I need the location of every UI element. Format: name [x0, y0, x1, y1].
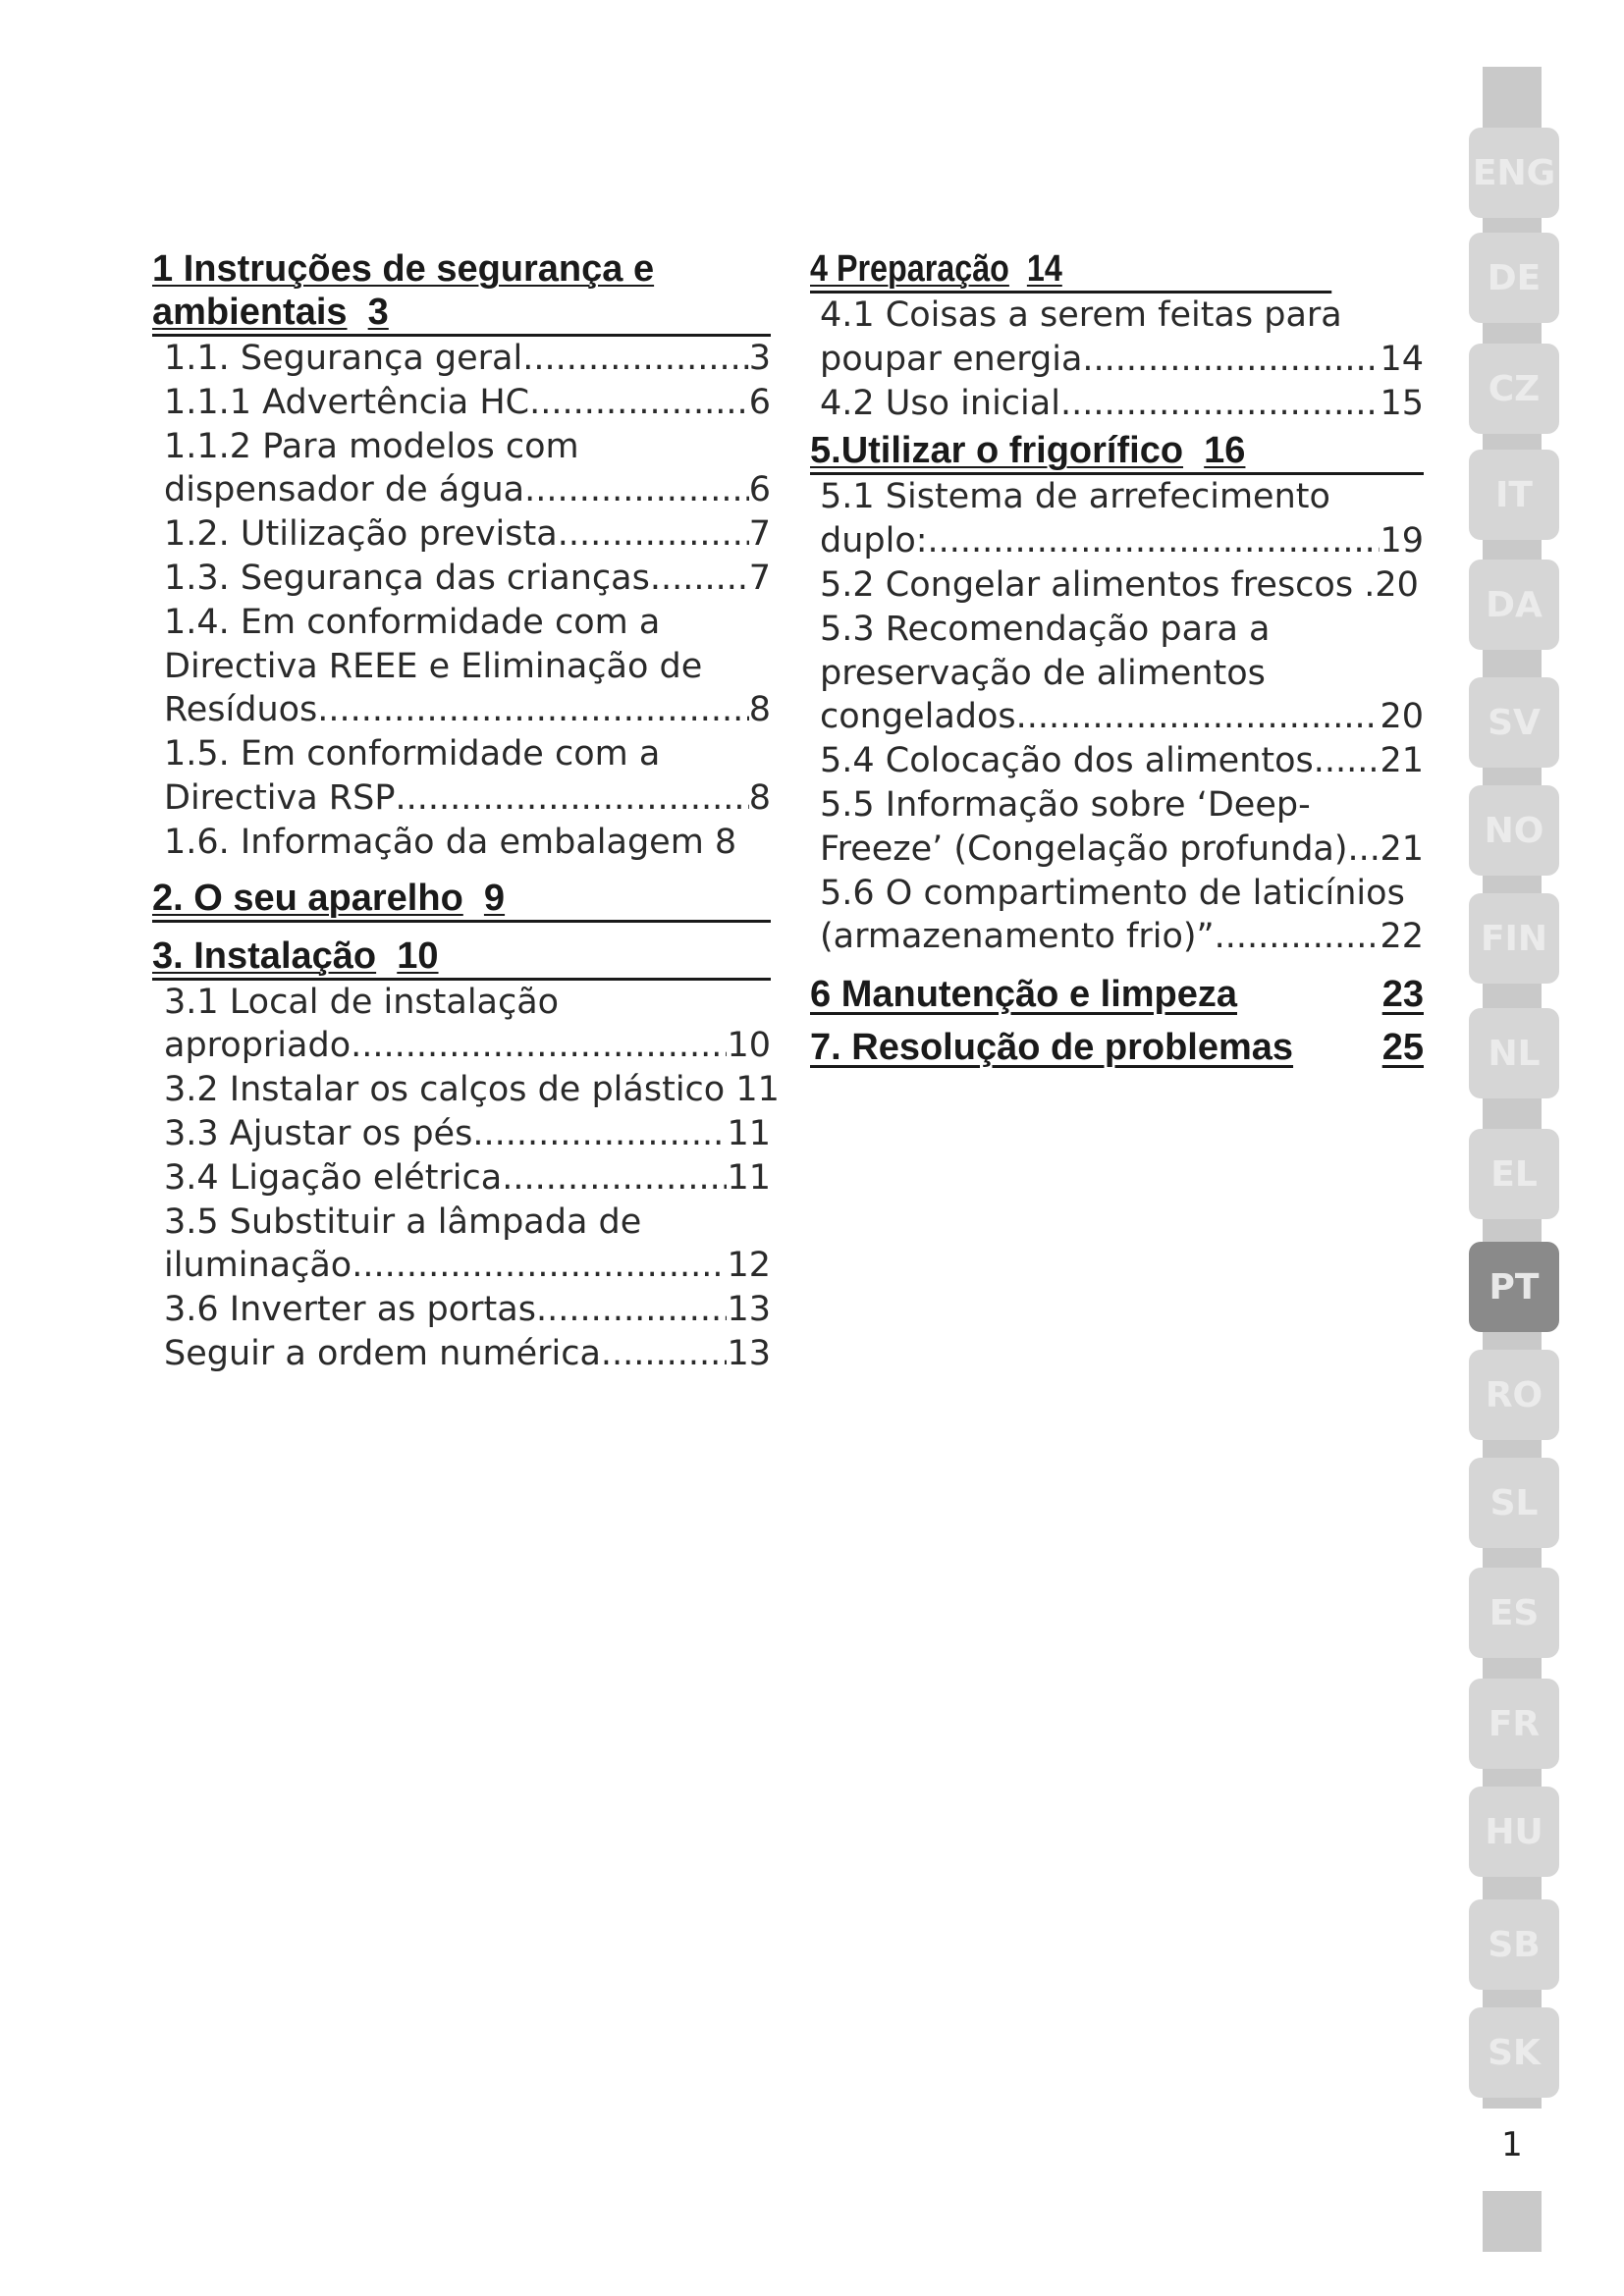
toc-entry-text: 1.6. Informação da embalagem 8 — [164, 822, 737, 862]
toc-entry[interactable] — [164, 557, 771, 601]
toc-entry[interactable] — [820, 382, 1424, 426]
toc-entry-leader — [529, 381, 749, 425]
toc-section-4-entries — [810, 294, 1424, 425]
toc-entry-leader — [351, 1024, 727, 1068]
toc-section-5-entries — [810, 475, 1424, 959]
toc-entry-leader — [558, 512, 749, 557]
toc-heading-page: 9 — [483, 877, 506, 919]
toc-entry-page: 7 — [748, 558, 771, 598]
toc-entry[interactable] — [164, 688, 771, 732]
toc-entry-leader — [472, 1112, 727, 1156]
toc-entry[interactable] — [164, 1332, 771, 1376]
toc-entry-page: 15 — [1380, 383, 1424, 423]
toc-heading-title: 5.Utilizar o frigorífico — [810, 430, 1184, 472]
toc-entry[interactable] — [820, 739, 1424, 783]
toc-entry[interactable] — [164, 337, 771, 381]
toc-heading-1[interactable] — [152, 247, 771, 291]
toc-entry-page: 19 — [1380, 521, 1424, 561]
toc-entry-text: Directiva RSP — [164, 777, 396, 818]
toc-entry-page: 11 — [727, 1157, 771, 1198]
toc-heading-page: 25 — [1381, 1027, 1424, 1069]
toc-entry[interactable] — [164, 468, 771, 512]
toc-column-left — [152, 247, 780, 1376]
toc-entry[interactable] — [820, 915, 1424, 959]
toc-entry-leader — [1082, 338, 1380, 382]
toc-heading-5[interactable] — [810, 429, 1424, 475]
language-tab-pt[interactable]: PT — [1469, 1242, 1559, 1332]
toc-entry[interactable] — [164, 1244, 771, 1288]
toc-entry-leader — [536, 1288, 728, 1332]
toc-entry-page: 14 — [1380, 339, 1424, 379]
toc-entry-text: Freeze’ (Congelação profunda) — [820, 828, 1348, 869]
toc-entry-text: dispensador de água — [164, 470, 525, 510]
toc-entry[interactable] — [164, 1112, 771, 1156]
toc-entry-page: 12 — [727, 1246, 771, 1286]
language-tab-ro[interactable]: RO — [1469, 1350, 1559, 1440]
toc-entry-text: 5.4 Colocação dos alimentos — [820, 741, 1314, 781]
toc-entry-text: 5.5 Informação sobre ‘Deep- — [820, 784, 1311, 825]
toc-entry-text: duplo: — [820, 521, 928, 561]
toc-entry[interactable] — [164, 1156, 771, 1201]
language-tab-it[interactable]: IT — [1469, 450, 1559, 540]
toc-heading-1-cont[interactable] — [152, 291, 771, 337]
toc-heading-page: 10 — [397, 934, 439, 977]
toc-entry — [820, 783, 1424, 828]
language-tab-cz[interactable]: CZ — [1469, 344, 1559, 434]
toc-entry-leader — [395, 776, 748, 821]
toc-entry-text: 4.2 Uso inicial — [820, 383, 1060, 423]
toc-entry-text: (armazenamento frio)” — [820, 917, 1215, 957]
language-tab-de[interactable]: DE — [1469, 233, 1559, 323]
toc-entry — [820, 563, 1424, 608]
toc-heading-title: 1 Instruções de segurança e — [152, 248, 655, 290]
toc-entry-text: 5.3 Recomendação para a — [820, 609, 1271, 649]
toc-entry-text: poupar energia — [820, 339, 1083, 379]
toc-heading-page: 14 — [1026, 248, 1062, 290]
toc-entry-text: Resíduos — [164, 690, 318, 730]
language-tab-hu[interactable]: HU — [1469, 1787, 1559, 1877]
toc-entry-text: 3.6 Inverter as portas — [164, 1290, 536, 1330]
toc-entry — [820, 652, 1424, 696]
language-tab-es[interactable]: ES — [1469, 1568, 1559, 1658]
toc-entry — [820, 294, 1424, 338]
language-tab-fin[interactable]: FIN — [1469, 893, 1559, 984]
toc-entry-leader — [1314, 739, 1380, 783]
toc-entry-text: 3.4 Ligação elétrica — [164, 1157, 503, 1198]
toc-column-right — [810, 247, 1424, 1073]
toc-heading-title: 3. Instalação — [152, 934, 377, 977]
toc-entry[interactable] — [820, 519, 1424, 563]
toc-entry — [164, 601, 771, 645]
toc-heading-page: 16 — [1204, 430, 1246, 472]
toc-entry[interactable] — [164, 1024, 771, 1068]
toc-section-1-entries — [152, 337, 771, 865]
page-number: 1 — [1501, 2125, 1523, 2164]
toc-heading-3[interactable] — [152, 934, 771, 981]
toc-entry[interactable] — [164, 381, 771, 425]
toc-entry-leader — [1060, 382, 1380, 426]
toc-entry-page: 21 — [1380, 828, 1424, 869]
page-marker-block — [1483, 2191, 1542, 2252]
toc-entry-text: apropriado — [164, 1026, 352, 1066]
toc-entry-text: 1.2. Utilização prevista — [164, 514, 558, 555]
toc-heading-page: 23 — [1381, 974, 1424, 1016]
language-tab-el[interactable]: EL — [1469, 1129, 1559, 1219]
toc-heading-4[interactable] — [810, 247, 1331, 294]
toc-entry-leader — [1348, 828, 1380, 872]
toc-entry-text: 3.3 Ajustar os pés — [164, 1113, 473, 1153]
toc-entry — [164, 732, 771, 776]
toc-entry-text: 1.1.1 Advertência HC — [164, 382, 530, 422]
toc-entry-text: 5.1 Sistema de arrefecimento — [820, 477, 1330, 517]
toc-entry — [164, 1068, 780, 1112]
toc-heading-7[interactable] — [810, 1022, 1424, 1073]
toc-heading-title: 6 Manutenção e limpeza — [810, 974, 1238, 1016]
language-tab-sl[interactable]: SL — [1469, 1458, 1559, 1548]
toc-entry-leader — [612, 1332, 727, 1376]
toc-entry-leader — [1215, 915, 1380, 959]
toc-heading-title: 4 Preparação — [810, 248, 1009, 290]
toc-entry-page: 13 — [727, 1333, 771, 1373]
toc-entry-page: 20 — [1380, 697, 1424, 737]
language-tab-fr[interactable]: FR — [1469, 1679, 1559, 1769]
toc-entry-page: 8 — [748, 690, 771, 730]
toc-entry[interactable] — [820, 695, 1424, 739]
toc-entry — [164, 645, 771, 689]
toc-entry — [820, 608, 1424, 652]
toc-heading-page: 3 — [367, 292, 389, 333]
toc-heading-title: ambientais — [152, 292, 348, 333]
toc-entry[interactable] — [820, 828, 1424, 872]
language-tab-nl[interactable]: NL — [1469, 1008, 1559, 1098]
toc-entry — [820, 475, 1424, 519]
language-tab-da[interactable]: DA — [1469, 560, 1559, 650]
toc-entry-page: 10 — [727, 1026, 771, 1066]
toc-entry-text: preservação de alimentos — [820, 653, 1266, 693]
toc-entry — [820, 872, 1424, 916]
toc-entry-text: 1.5. Em conformidade com a — [164, 734, 661, 774]
toc-heading-title: 2. O seu aparelho — [152, 877, 463, 919]
language-tab-sv[interactable]: SV — [1469, 677, 1559, 768]
toc-entry-text: 1.4. Em conformidade com a — [164, 602, 661, 642]
toc-entry-leader — [524, 468, 749, 512]
toc-entry-text: 4.1 Coisas a serem feitas para — [820, 295, 1342, 335]
toc-entry-text: 3.2 Instalar os calços de plástico 11 — [164, 1070, 780, 1110]
toc-entry-page: 22 — [1380, 917, 1424, 957]
toc-entry-leader — [928, 519, 1380, 563]
toc-entry-text: Seguir a ordem numérica. — [164, 1333, 613, 1373]
toc-entry-text: 3.5 Substituir a lâmpada de — [164, 1201, 642, 1242]
toc-heading-2[interactable] — [152, 877, 771, 923]
toc-entry-leader — [522, 337, 749, 381]
toc-entry-page: 8 — [748, 777, 771, 818]
language-tab-sb[interactable]: SB — [1469, 1899, 1559, 1990]
toc-entry — [164, 821, 771, 865]
toc-entry-page: 11 — [727, 1113, 771, 1153]
toc-entry-text: iluminação — [164, 1246, 352, 1286]
toc-section-3-entries — [152, 981, 780, 1376]
toc-entry-text: 3.1 Local de instalação — [164, 982, 560, 1022]
language-tab-no[interactable]: NO — [1469, 785, 1559, 876]
toc-entry-page: 6 — [748, 470, 771, 510]
language-tab-eng[interactable]: ENG — [1469, 128, 1559, 218]
toc-entry-page: 6 — [748, 382, 771, 422]
toc-entry-text: congelados — [820, 697, 1016, 737]
toc-entry[interactable] — [164, 776, 771, 821]
toc-entry-page: 3 — [748, 339, 771, 378]
toc-entry-leader — [352, 1244, 727, 1288]
toc-entry — [164, 425, 771, 469]
toc-entry — [164, 981, 771, 1025]
toc-entry-text: 1.1.2 Para modelos com — [164, 426, 579, 466]
toc-entry[interactable] — [820, 338, 1424, 382]
language-tab-sk[interactable]: SK — [1469, 2007, 1559, 2098]
toc-entry-text: 1.3. Segurança das crianças — [164, 558, 650, 598]
toc-entry[interactable] — [164, 512, 771, 557]
toc-entry-page: 13 — [727, 1290, 771, 1330]
toc-entry-page: 21 — [1380, 741, 1424, 781]
toc-heading-title: 7. Resolução de problemas — [810, 1027, 1294, 1069]
toc-entry-text: Directiva REEE e Eliminação de — [164, 646, 703, 686]
toc-entry-text: 5.2 Congelar alimentos frescos .20 — [820, 564, 1419, 605]
toc-entry-leader — [502, 1156, 727, 1201]
toc-entry[interactable] — [164, 1288, 771, 1332]
toc-heading-6[interactable] — [810, 969, 1424, 1020]
toc-entry-leader — [317, 688, 748, 732]
toc-entry-text: 5.6 O compartimento de laticínios — [820, 873, 1405, 913]
toc-entry-text: 1.1. Segurança geral — [164, 339, 523, 378]
toc-entry — [164, 1201, 771, 1245]
toc-entry-leader — [650, 557, 749, 601]
toc-entry-leader — [1016, 695, 1380, 739]
toc-entry-page: 7 — [748, 514, 771, 555]
